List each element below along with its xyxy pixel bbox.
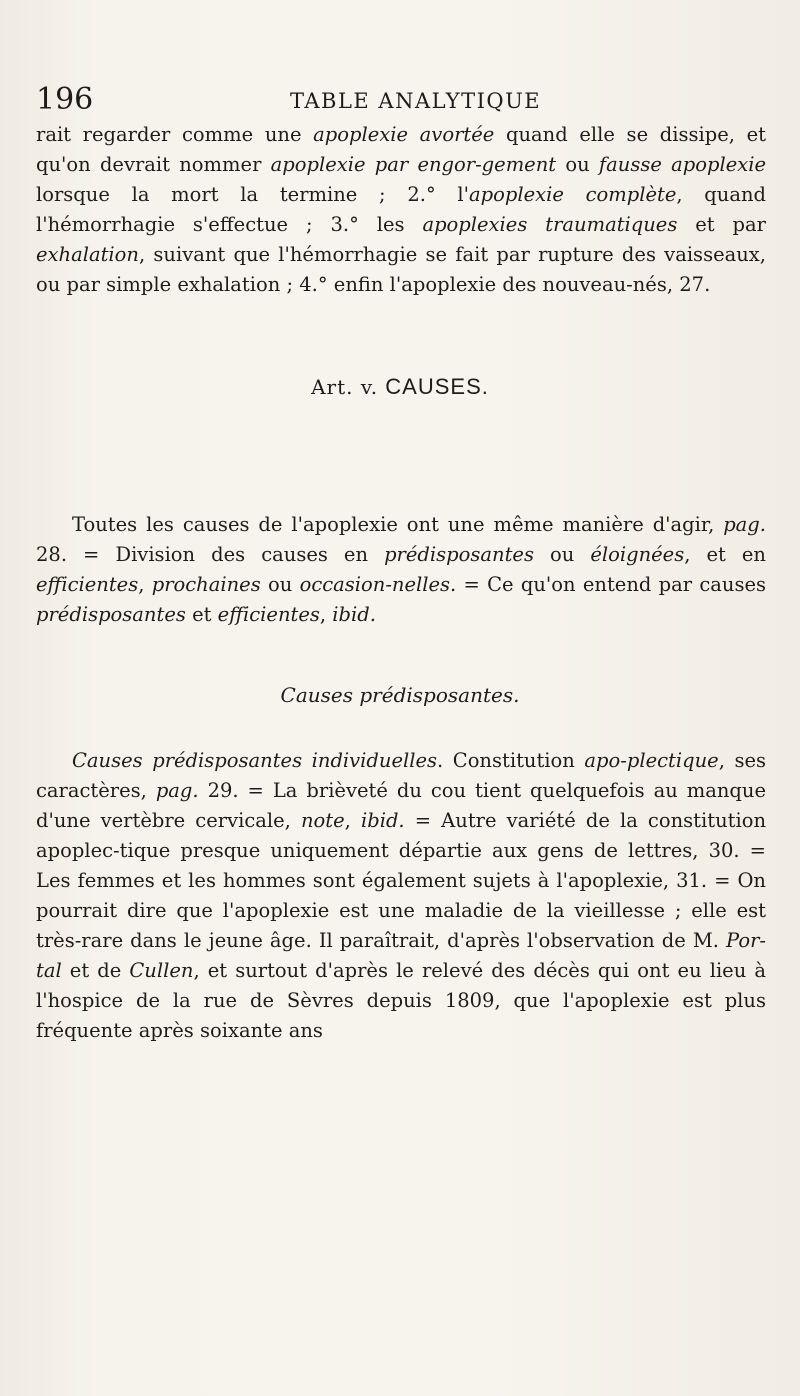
text-run: , suivant que l'hémorrhagie se fait par rupture des vaisseaux, ou par simple exhalation ; 4.° enfin l'apoplexie des nouveau-nés, 27. <box>36 243 766 296</box>
page-number: 196 <box>36 82 94 117</box>
text-run: ou <box>533 543 591 566</box>
italic-term: note <box>300 809 345 832</box>
italic-term: fausse apoplexie <box>598 153 767 176</box>
italic-term: apoplexie avortée <box>313 123 495 146</box>
text-run: . Constitution <box>437 749 585 772</box>
italic-term: exhalation <box>36 243 139 266</box>
italic-term: efficientes <box>36 573 139 596</box>
text-run: 29. = La brièveté du cou tient quelquefois au manque d'une vertèbre cervicale, <box>36 779 766 832</box>
text-run: , <box>344 809 361 832</box>
article-title: CAUSES. <box>385 374 489 399</box>
italic-term: apoplexie par engor-gement <box>270 153 557 176</box>
text-run: , <box>319 603 333 626</box>
article-number: Art. v. <box>311 375 379 399</box>
text-run: , et surtout d'après le relevé des décès qui ont eu lieu à l'hospice de la rue de Sèvres depuis 1809, que l'apoplexie est plus fréquente après soixante ans <box>36 959 767 1042</box>
italic-term: Por-tal <box>36 929 766 982</box>
text-run: rait regarder comme une <box>36 123 314 146</box>
italic-term: ibid. <box>332 603 376 626</box>
italic-term: apoplexies traumatiques <box>422 213 678 236</box>
text-run: , ses caractères, <box>36 749 766 802</box>
text-run: ou <box>260 573 300 596</box>
running-title: TABLE ANALYTIQUE <box>290 89 542 113</box>
italic-term: Cullen <box>129 959 194 982</box>
text-run: Toutes les causes de l'apoplexie ont une même manière d'agir, <box>72 513 724 536</box>
text-run: = Ce qu'on entend par causes <box>456 573 766 596</box>
italic-term: prédisposantes <box>384 543 534 566</box>
text-run: , et en <box>684 543 766 566</box>
italic-term: pag. <box>723 513 766 536</box>
italic-term: éloignées <box>590 543 685 566</box>
text-run: , <box>138 573 152 596</box>
text-run: lorsque la mort la termine ; 2.° l' <box>36 183 469 206</box>
italic-term: Causes prédisposantes individuelles <box>72 749 438 772</box>
paragraph-individual-causes <box>36 746 766 1046</box>
text-run: ou <box>556 153 599 176</box>
text-run: et de <box>61 959 130 982</box>
text-run: 28. = Division des causes en <box>36 543 385 566</box>
italic-term: pag. <box>155 779 199 802</box>
italic-term: efficientes <box>217 603 320 626</box>
section-subheading: Causes prédisposantes. <box>280 683 520 707</box>
text-run: et <box>185 603 218 626</box>
italic-term: prochaines <box>151 573 261 596</box>
paragraph-apoplexy-types <box>36 120 766 300</box>
article-heading <box>0 372 800 402</box>
text-run: = Autre variété de la constitution apoplec-tique presque uniquement départie aux gens de lettres, 30. = Les femmes et les hommes sont également sujets à l'apoplexie, 31. = On pourrait dire que l'apoplexie est une maladie de la vieillesse ; elle est très-rare dans le jeune âge. Il paraîtrait, d'après l'observation de M. <box>36 809 766 952</box>
italic-term: occasion-nelles. <box>299 573 457 596</box>
text-run: et par <box>677 213 766 236</box>
text-run: , quand l'hémorrhagie s'effectue ; 3.° les <box>36 183 767 236</box>
text-run: quand elle se dissipe, et qu'on devrait nommer <box>36 123 766 176</box>
italic-term: apoplexie complète <box>469 183 677 206</box>
paragraph-causes-division <box>36 510 766 630</box>
italic-term: apo-plectique <box>584 749 719 772</box>
italic-term: prédisposantes <box>36 603 186 626</box>
page-header <box>36 80 766 120</box>
italic-term: ibid. <box>360 809 405 832</box>
